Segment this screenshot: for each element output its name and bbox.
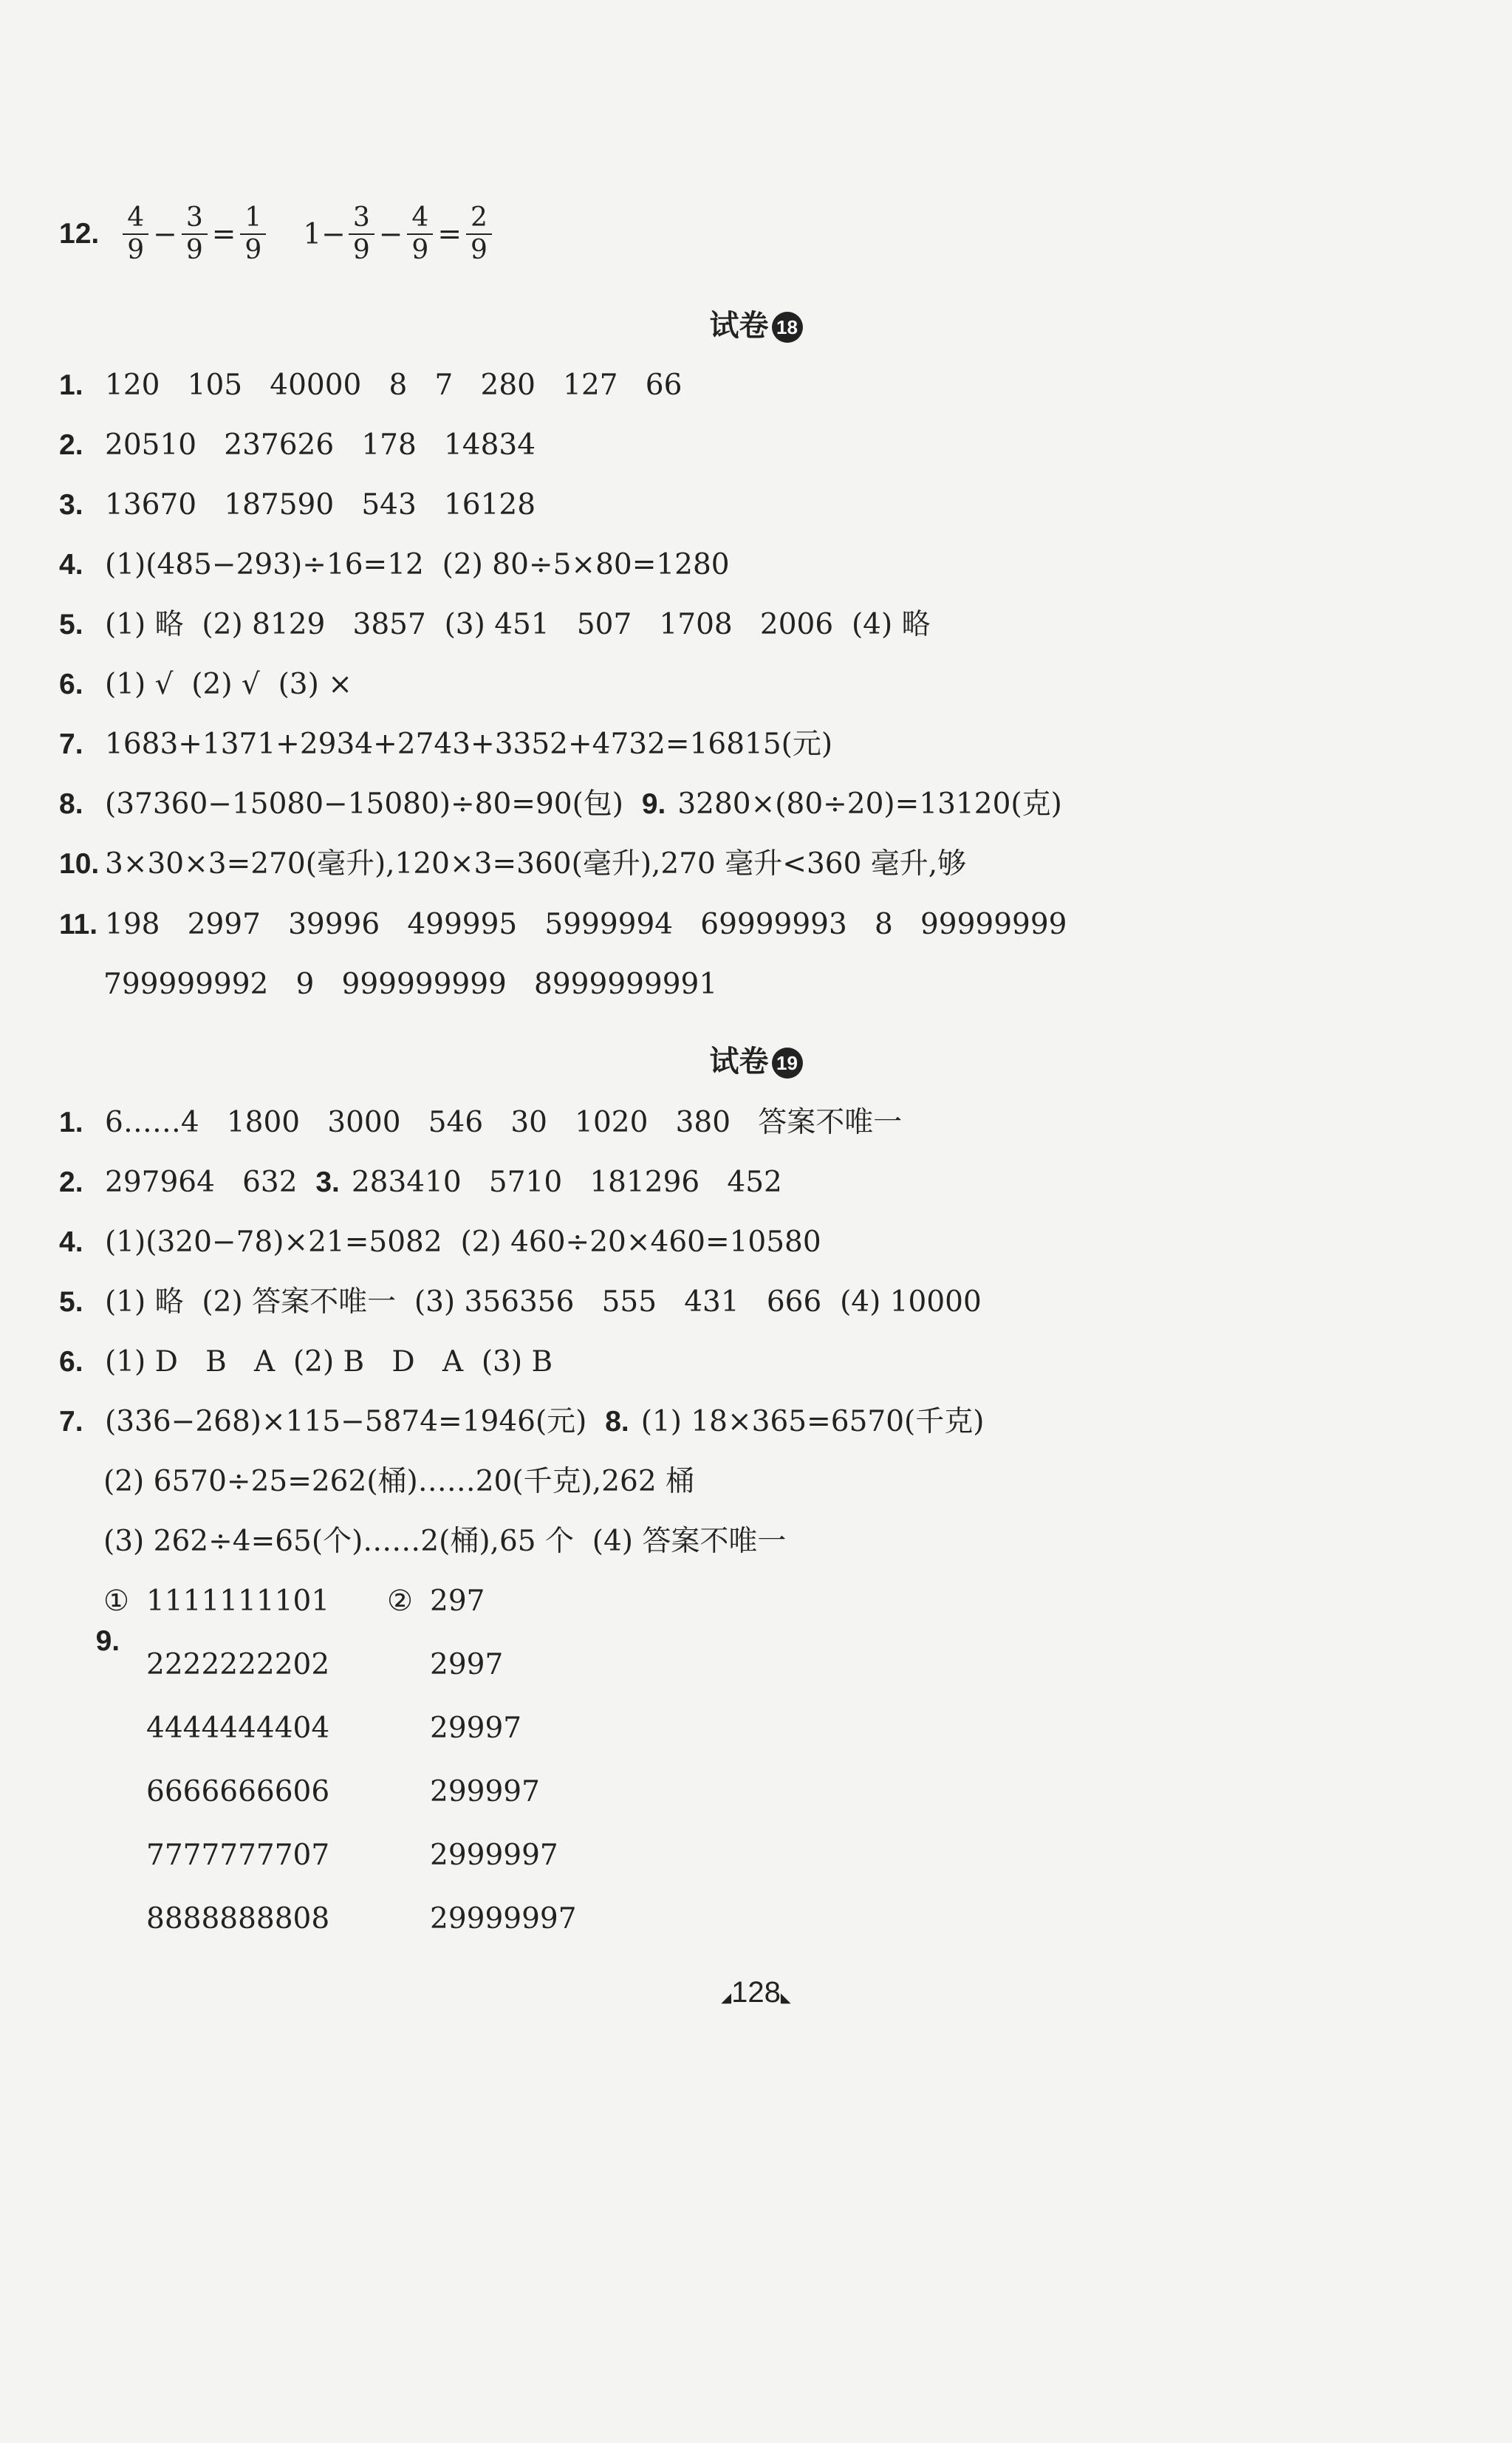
p19-item9-left-marker: ① <box>103 1585 129 1618</box>
p18-item-2 <box>59 426 536 465</box>
item9-left-value: 6666666606 <box>146 1775 330 1808</box>
paper-18-title <box>0 306 1512 346</box>
p18-item-9 <box>59 844 966 884</box>
item-answer: 3280×(80÷20)=13120(克) <box>677 787 1062 821</box>
paper-19-title-text: 试卷 <box>709 1045 769 1079</box>
p19-item-1 <box>59 1103 902 1143</box>
numerator: 3 <box>182 202 208 235</box>
item-number: 11. <box>59 909 98 940</box>
item9-left-value: 2222222202 <box>146 1648 330 1681</box>
p19-item-5 <box>59 1342 553 1382</box>
denominator: 9 <box>352 235 370 265</box>
item-answer: (1)(320−78)×21=5082 (2) 460÷20×460=10580 <box>105 1226 821 1259</box>
p18-item-4 <box>59 545 730 585</box>
p18-item-5 <box>59 605 931 645</box>
item-answer: 20510 237626 178 14834 <box>105 428 536 462</box>
item-answer: 198 2997 39996 499995 5999994 69999993 8 99999999 <box>105 908 1067 941</box>
fraction <box>349 202 374 266</box>
p18-item-8 <box>59 785 1062 824</box>
left-triangle-icon: ◢ <box>721 1990 732 2005</box>
item9-right-value: 297 <box>430 1585 485 1618</box>
operator: − <box>378 217 403 251</box>
item-answer: (1) 18×365=6570(千克) <box>640 1405 985 1438</box>
item-number: 2. <box>59 1166 83 1198</box>
p19-item-4 <box>59 1282 982 1322</box>
page-number <box>0 1972 1512 2017</box>
item-number: 4. <box>59 549 83 581</box>
item-number: 1. <box>59 369 83 401</box>
item-number: 8. <box>605 1406 629 1438</box>
item-number: 3. <box>59 489 83 521</box>
denominator: 9 <box>127 235 145 265</box>
item-number: 1. <box>59 1107 83 1138</box>
item-answer: 283410 5710 181296 452 <box>351 1166 782 1199</box>
page-number-text: 128 <box>731 1976 781 2009</box>
p19-item-6 <box>59 1402 984 1442</box>
q12-expression-2 <box>346 202 495 266</box>
item-number: 5. <box>59 1286 83 1318</box>
item9-right-value: 2999997 <box>430 1839 558 1872</box>
denominator: 9 <box>471 235 488 265</box>
paper-19-badge: 19 <box>772 1048 803 1079</box>
item-answer: 6……4 1800 3000 546 30 1020 380 答案不唯一 <box>105 1106 903 1139</box>
item-answer: 3×30×3=270(毫升),120×3=360(毫升),270 毫升<360 毫升,够 <box>105 847 967 881</box>
q12-label: 12. <box>59 218 100 250</box>
item-number: 6. <box>59 669 83 700</box>
item-number: 8. <box>59 788 83 820</box>
p19-item8-continued-1: (2) 6570÷25=262(桶)……20(千克),262 桶 <box>103 1465 695 1498</box>
fraction <box>182 202 208 266</box>
item-answer: 1683+1371+2934+2743+3352+4732=16815(元) <box>105 728 833 761</box>
item-answer: 297964 632 <box>105 1166 316 1199</box>
p18-item-7 <box>59 725 832 765</box>
item-answer: (1) D B A (2) B D A (3) B <box>105 1345 553 1378</box>
item-answer: (1) 略 (2) 答案不唯一 (3) 356356 555 431 666 (4) 10000 <box>105 1285 982 1319</box>
fraction <box>240 202 266 266</box>
p19-item-3 <box>59 1223 821 1262</box>
item-number: 4. <box>59 1226 83 1258</box>
operator: = <box>211 217 236 251</box>
item-number: 10. <box>59 848 100 880</box>
item9-left-value: 8888888808 <box>146 1902 330 1935</box>
item9-right-value: 2997 <box>430 1648 504 1681</box>
item-answer: (1) √ (2) √ (3) × <box>105 668 352 701</box>
item-number: 7. <box>59 728 83 760</box>
fraction <box>466 202 492 266</box>
item9-left-value: 4444444404 <box>146 1712 330 1745</box>
p19-item9-number: 9. <box>95 1625 120 1657</box>
item-number: 9. <box>641 788 666 820</box>
p19-item8-continued-2: (3) 262÷4=65(个)……2(桶),65 个 (4) 答案不唯一 <box>103 1525 787 1558</box>
operator: = <box>437 217 462 251</box>
numerator: 1 <box>240 202 266 235</box>
item-answer: 120 105 40000 8 7 280 127 66 <box>105 369 683 402</box>
item9-right-value: 29997 <box>430 1712 522 1745</box>
p18-item-1 <box>59 366 682 406</box>
p18-item-3 <box>59 485 536 525</box>
item-number: 2. <box>59 429 83 461</box>
paper-18-title-text: 试卷 <box>709 309 769 343</box>
p18-item-6 <box>59 665 352 705</box>
denominator: 9 <box>244 235 262 265</box>
item-number: 6. <box>59 1346 83 1378</box>
item9-right-value: 29999997 <box>430 1902 577 1935</box>
item-answer: (37360−15080−15080)÷80=90(包) <box>105 787 642 821</box>
paper-18-badge: 18 <box>772 312 803 343</box>
q12-expression-1 <box>120 202 269 266</box>
numerator: 3 <box>349 202 374 235</box>
denominator: 9 <box>411 235 429 265</box>
paper-19-title <box>0 1042 1512 1082</box>
item-number: 5. <box>59 609 83 640</box>
item9-left-value: 7777777707 <box>146 1839 330 1872</box>
item9-right-value: 299997 <box>430 1775 540 1808</box>
p18-item-10 <box>59 905 1067 945</box>
p18-item11-continued: 799999992 9 999999999 8999999991 <box>103 968 718 1001</box>
item-number: 3. <box>315 1166 340 1198</box>
item-answer: 13670 187590 543 16128 <box>105 488 536 522</box>
numerator: 2 <box>466 202 492 235</box>
fraction <box>123 202 148 266</box>
item-answer: (1)(485−293)÷16=12 (2) 80÷5×80=1280 <box>105 548 730 581</box>
item9-left-value: 1111111101 <box>146 1585 330 1618</box>
item-number: 7. <box>59 1406 83 1438</box>
operator: − <box>153 217 177 251</box>
p19-item-2 <box>59 1163 782 1203</box>
item-answer: (1) 略 (2) 8129 3857 (3) 451 507 1708 2006 (4) 略 <box>105 608 931 641</box>
p19-item9-right-marker: ② <box>387 1585 413 1618</box>
q12-expr2-lead: 1− <box>303 217 346 251</box>
numerator: 4 <box>123 202 148 235</box>
q12-row <box>59 194 495 275</box>
item-answer: (336−268)×115−5874=1946(元) <box>105 1405 606 1438</box>
numerator: 4 <box>407 202 433 235</box>
right-triangle-icon: ◣ <box>780 1990 791 2005</box>
denominator: 9 <box>185 235 203 265</box>
fraction <box>407 202 433 266</box>
